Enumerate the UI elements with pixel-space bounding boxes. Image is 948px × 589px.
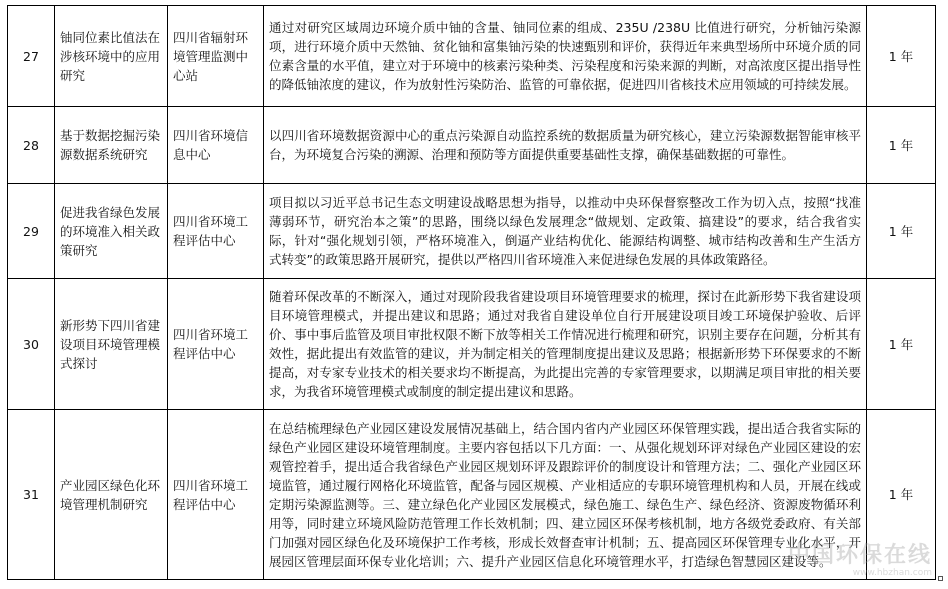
table-row: [8, 107, 936, 184]
table-row: [8, 279, 936, 410]
responsible-unit: 四川省环境工程评估中心: [168, 410, 264, 580]
research-period: 1 年: [867, 107, 936, 184]
research-period: 1 年: [867, 279, 936, 410]
responsible-unit: 四川省环境工程评估中心: [168, 184, 264, 279]
row-number: 31: [8, 410, 55, 580]
project-name: 基于数据挖掘污染源数据系统研究: [55, 107, 168, 184]
research-content: 随着环保改革的不断深入，通过对现阶段我省建设项目环境管理要求的梳理，探讨在此新形势下我省建设项目环境管理模式，并提出建议和思路；通过对我省自建设单位自行开展建设项目竣工环境保护验收、后评价、事中事后监管及项目审批权限不断下放等相关工作情况进行梳理和研究，识别主要存在问题，分析其有效性，据此提出有效监管的建议，并为制定相关的管理制度提出建议及思路；根据新形势下环保要求的不断提高，对专家专业技术的相关要求均不断提高，为此提出完善的专家管理要求，以期满足项目审批的相关要求，为我省环境管理模式或制度的制定提出建议和思路。: [264, 279, 867, 410]
row-number: 29: [8, 184, 55, 279]
responsible-unit: 四川省辐射环境管理监测中心站: [168, 6, 264, 107]
project-name: 促进我省绿色发展的环境准入相关政策研究: [55, 184, 168, 279]
table-row: [8, 6, 936, 107]
project-name: 产业园区绿色化环境管理机制研究: [55, 410, 168, 580]
table-row: [8, 410, 936, 580]
responsible-unit: 四川省环境工程评估中心: [168, 279, 264, 410]
row-number: 27: [8, 6, 55, 107]
row-number: 28: [8, 107, 55, 184]
research-period: 1 年: [867, 6, 936, 107]
research-period: 1 年: [867, 184, 936, 279]
row-number: 30: [8, 279, 55, 410]
watermark-text: 中国环保在线: [787, 543, 932, 568]
research-content: 在总结梳理绿色产业园区建设发展情况基础上，结合国内省内产业园区环保管理实践，提出适合我省实际的绿色产业园区建设环境管理制度。主要内容包括以下几方面：一、从强化规划环评对绿色产业园区建设的宏观管控着手，提出适合我省绿色产业园区规划环评及跟踪评价的制度设计和管理方法；二、强化产业园区环境监管，通过履行网格化环境监管，配备与园区规模、产业相适应的专职环境管理机构和人员，开展在线或定期污染源监测等。三、建立绿色化产业园区发展模式，绿色施工、绿色生产、绿色经济、资源废物循环利用等，同时建立环境风险防范管理工作长效机制；四、建立园区环保考核机制，地方各级党委政府、有关部门加强对园区绿色化及环境保护工作考核，形成长效督查审计机制；五、提高园区环保管理专业化水平，开展园区管理层面环保专业化培训；六、提升产业园区信息化环境管理水平，打造绿色智慧园区建设等。: [264, 410, 867, 580]
research-period: 1 年: [867, 410, 936, 580]
responsible-unit: 四川省环境信息中心: [168, 107, 264, 184]
research-content: 以四川省环境数据资源中心的重点污染源自动监控系统的数据质量为研究核心，建立污染源数据智能审核平台，为环境复合污染的溯源、治理和预防等方面提供重要基础性支撑，确保基础数据的可靠性。: [264, 107, 867, 184]
table-row: [8, 184, 936, 279]
watermark-url: www.hbzhan.com: [852, 568, 932, 578]
research-content: 项目拟以习近平总书记生态文明建设战略思想为指导，以推动中央环保督察整改工作为切入点，按照“找准薄弱环节，研究治本之策”的思路，围绕以绿色发展理念“做规划、定政策、搞建设”的要求，结合我省实际，针对“强化规划引领，严格环境准入，倒逼产业结构优化、能源结构调整、城市结构改善和生产生活方式转变”的政策思路开展研究，提供以严格四川省环境准入来促进绿色发展的具体政策路径。: [264, 184, 867, 279]
paragraph-end-marker: [938, 576, 943, 581]
project-table: [7, 5, 936, 580]
research-content: 通过对研究区域周边环境介质中铀的含量、铀同位素的组成、235U /238U 比值进行研究，分析铀污染源项，进行环境介质中天然铀、贫化铀和富集铀污染的快速甄别和评价，获得近年来典型场所中环境介质的同位素含量的水平值，建立对于环境中的核素污染种类、污染程度和污染来源的判断，对高浓度区提出指导性的降低铀浓度的建议，作为放射性污染防治、监管的可靠依据，促进四川省核技术应用领域的可持续发展。: [264, 6, 867, 107]
project-name: 新形势下四川省建设项目环境管理模式探讨: [55, 279, 168, 410]
project-name: 铀同位素比值法在涉核环境中的应用研究: [55, 6, 168, 107]
